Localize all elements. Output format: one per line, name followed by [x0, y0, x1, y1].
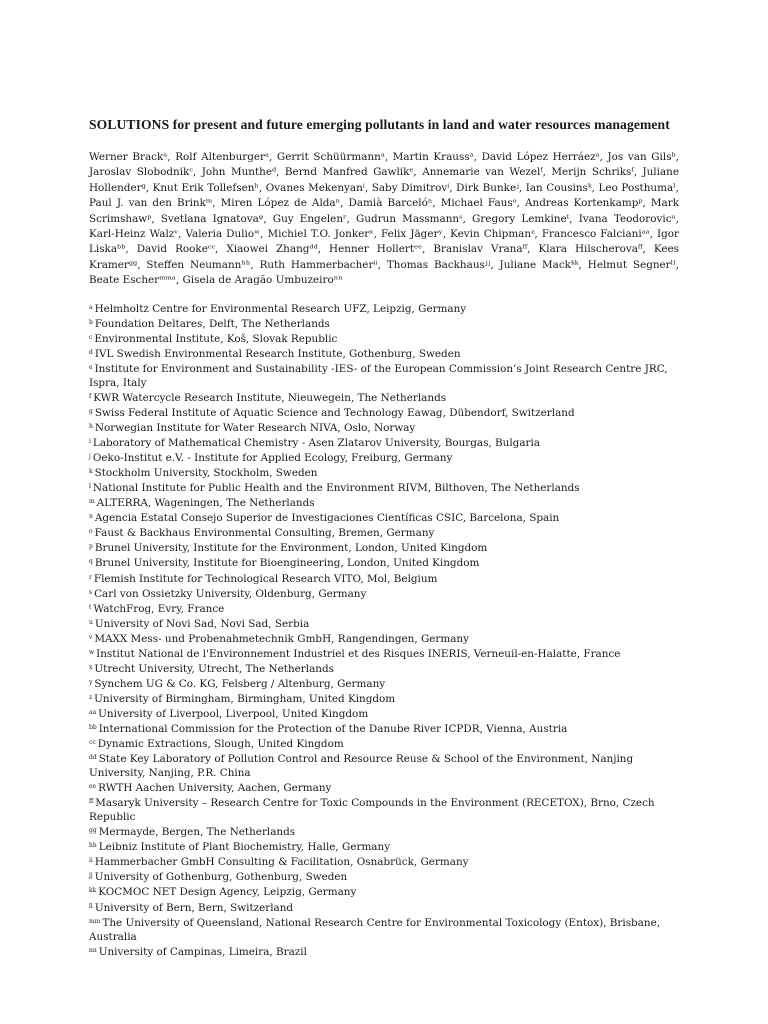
affiliation-marker: v [89, 633, 93, 641]
affiliation-text: Oeko-Institut e.V. - Institute for Applied Ecology, Freiburg, Germany [92, 452, 453, 465]
affiliation-item [89, 465, 679, 480]
affiliation-text: Masaryk University – Research Centre for Toxic Compounds in the Environment (RECETOX), Brno, Czech Republic [89, 797, 655, 824]
affiliation-text: University of Bern, Bern, Switzerland [94, 901, 294, 914]
affiliation-text: Carl von Ossietzky University, Oldenburg, Germany [94, 587, 367, 600]
affiliation-item [89, 510, 679, 525]
affiliation-text: ALTERRA, Wageningen, The Netherlands [96, 497, 315, 510]
affiliation-marker: gg [89, 827, 97, 835]
affiliation-item [89, 346, 679, 361]
affiliation-marker: hh [89, 842, 97, 850]
affiliation-text: Leibniz Institute of Plant Biochemistry, Halle, Germany [98, 841, 391, 854]
affiliation-item [89, 780, 679, 795]
affiliation-marker: w [89, 648, 95, 656]
affiliation-item [89, 854, 679, 869]
affiliation-item [89, 884, 679, 899]
document-page [89, 116, 679, 959]
affiliation-marker: s [89, 588, 93, 596]
affiliation-item [89, 405, 679, 420]
affiliation-marker: dd [89, 754, 97, 762]
affiliation-list [89, 301, 679, 959]
affiliation-item [89, 586, 679, 601]
affiliation-text: Faust & Backhaus Environmental Consulting, Bremen, Germany [94, 527, 435, 540]
affiliation-text: Dynamic Extractions, Slough, United Kingdom [97, 738, 344, 751]
affiliation-text: Helmholtz Centre for Environmental Research UFZ, Leipzig, Germany [94, 302, 467, 315]
affiliation-marker: mm [89, 917, 101, 925]
affiliation-marker: i [89, 438, 91, 446]
affiliation-item [89, 795, 679, 824]
affiliation-marker: c [89, 333, 93, 341]
affiliation-marker: cc [89, 739, 96, 747]
affiliation-text: Laboratory of Mathematical Chemistry - Asen Zlatarov University, Bourgas, Bulgaria [92, 437, 541, 450]
affiliation-text: Foundation Deltares, Delft, The Netherlands [94, 317, 330, 330]
affiliation-item [89, 571, 679, 586]
affiliation-item [89, 631, 679, 646]
affiliation-item [89, 495, 679, 510]
affiliation-text: National Institute for Public Health and the Environment RIVM, Bilthoven, The Netherlands [92, 482, 580, 495]
affiliation-text: MAXX Mess- und Probenahmetechnik GmbH, Rangendingen, Germany [94, 632, 469, 645]
affiliation-marker: ee [89, 783, 97, 791]
affiliation-text: Institute for Environment and Sustainability -IES- of the European Commission’s Joint Research Centre JRC, Ispra, Italy [89, 362, 668, 389]
affiliation-marker: y [89, 678, 93, 686]
affiliation-text: Synchem UG & Co. KG, Felsberg / Altenburg, Germany [94, 677, 386, 690]
affiliation-item [89, 839, 679, 854]
affiliation-text: University of Campinas, Limeira, Brazil [98, 945, 307, 958]
affiliation-marker: l [89, 483, 91, 491]
affiliation-item [89, 824, 679, 839]
affiliation-marker: x [89, 663, 93, 671]
affiliation-item [89, 721, 679, 736]
affiliation-text: The University of Queensland, National Research Centre for Environmental Toxicology (Entox), Brisbane, Australia [89, 916, 661, 943]
affiliation-text: International Commission for the Protection of the Danube River ICPDR, Vienna, Austria [98, 722, 568, 735]
affiliation-item [89, 736, 679, 751]
affiliation-text: State Key Laboratory of Pollution Control and Resource Reuse & School of the Environment, Nanjing University, Nanjing, P.R. China [89, 753, 634, 780]
affiliation-marker: g [89, 407, 93, 415]
affiliation-item [89, 555, 679, 570]
affiliation-marker: aa [89, 708, 97, 716]
affiliation-item [89, 915, 679, 944]
affiliation-text: University of Novi Sad, Novi Sad, Serbia [94, 617, 310, 630]
affiliation-marker: d [89, 348, 93, 356]
affiliation-marker: u [89, 618, 93, 626]
affiliation-item [89, 480, 679, 495]
affiliation-item [89, 331, 679, 346]
affiliation-item [89, 751, 679, 780]
affiliation-marker: a [89, 303, 93, 311]
affiliation-marker: bb [89, 723, 97, 731]
affiliation-marker: f [89, 392, 92, 400]
affiliation-text: RWTH Aachen University, Aachen, Germany [98, 782, 332, 795]
affiliation-text: University of Birmingham, Birmingham, United Kingdom [94, 692, 396, 705]
affiliation-marker: n [89, 513, 93, 521]
affiliation-text: Environmental Institute, Koš, Slovak Republic [94, 332, 338, 345]
affiliation-marker: q [89, 558, 93, 566]
affiliation-item [89, 390, 679, 405]
affiliation-marker: ii [89, 857, 93, 865]
affiliation-text: Utrecht University, Utrecht, The Netherlands [94, 662, 334, 675]
affiliation-item [89, 944, 679, 959]
affiliation-item [89, 601, 679, 616]
affiliation-marker: k [89, 468, 93, 476]
affiliation-marker: jj [89, 872, 93, 880]
affiliation-item [89, 706, 679, 721]
affiliation-text: Flemish Institute for Technological Research VITO, Mol, Belgium [93, 572, 438, 585]
affiliation-text: IVL Swedish Environmental Research Institute, Gothenburg, Sweden [94, 347, 461, 360]
affiliation-marker: r [89, 573, 92, 581]
affiliation-item [89, 676, 679, 691]
affiliation-item [89, 316, 679, 331]
affiliation-marker: kk [89, 887, 97, 895]
affiliation-text: Stockholm University, Stockholm, Sweden [94, 467, 318, 480]
affiliation-item [89, 900, 679, 915]
affiliation-item [89, 540, 679, 555]
affiliation-item [89, 869, 679, 884]
affiliation-item [89, 450, 679, 465]
affiliation-text: KOCMOC NET Design Agency, Leipzig, Germany [98, 886, 357, 899]
affiliation-text: Norwegian Institute for Water Research NIVA, Oslo, Norway [94, 422, 416, 435]
paper-title: SOLUTIONS for present and future emerging pollutants in land and water resources management [89, 117, 670, 132]
affiliation-text: Swiss Federal Institute of Aquatic Science and Technology Eawag, Dübendorf, Switzerland [94, 406, 575, 419]
affiliation-text: University of Liverpool, Liverpool, United Kingdom [98, 707, 369, 720]
affiliation-marker: h [89, 423, 93, 431]
affiliation-marker: nn [89, 946, 97, 954]
affiliation-item [89, 420, 679, 435]
affiliation-text: Mermayde, Bergen, The Netherlands [98, 826, 296, 839]
affiliation-text: Hammerbacher GmbH Consulting & Facilitation, Osnabrück, Germany [94, 856, 469, 869]
affiliation-marker: t [89, 603, 92, 611]
affiliation-item [89, 361, 679, 390]
affiliation-marker: ll [89, 902, 93, 910]
author-list: Werner Brackᵃ, Rolf Altenburgerᵃ, Gerrit Schüürmannᵃ, Martin Kraussᵃ, David López Herráezᵃ, Jos van Gilsᵇ, Jaroslav Slobodnikᶜ, John Muntheᵈ, Bernd Manfred Gawlikᵉ, Annemarie van Wezelᶠ, Merijn Schriksᶠ, Juliane Hollenderᵍ, Knut Erik Tollefsenʰ, Ovanes Mekenyanⁱ, Saby Dimitrovⁱ, Dirk Bunkeʲ, Ian Cousinsᵏ, Leo Posthumaˡ, Paul J. van den Brinkᵐ, Miren López de Aldaⁿ, Damià Barcelóⁿ, Michael Fausᵒ, Andreas Kortenkampᵖ, Mark Scrimshawᵖ, Svetlana Ignatovaᵠ, Guy Engelenʳ, Gudrun Massmannˢ, Gregory Lemkineᵗ, Ivana Teodorovicᵘ, Karl-Heinz Walzᵛ, Valeria Dulioʷ, Michiel T.O. Jonkerˣ, Felix Jägerʸ, Kevin Chipmanᶻ, Francesco Falcianiᵃᵃ, Igor Liskaᵇᵇ, David Rookeᶜᶜ, Xiaowei Zhangᵈᵈ, Henner Hollertᵉᵉ, Branislav Vranaᶠᶠ, Klara Hilscherovaᶠᶠ, Kees Kramerᵍᵍ, Steffen Neumannʰʰ, Ruth Hammerbacherⁱⁱ, Thomas Backhausʲʲ, Juliane Mackᵏᵏ, Helmut Segnerˡˡ, Beate Escherᵐᵐᵃ, Gisela de Aragão Umbuzeiroⁿⁿ [89, 151, 679, 287]
affiliation-item [89, 525, 679, 540]
affiliation-marker: p [89, 543, 93, 551]
affiliation-item [89, 435, 679, 450]
affiliation-item [89, 301, 679, 316]
affiliation-text: Brunel University, Institute for the Environment, London, United Kingdom [94, 542, 488, 555]
affiliation-item [89, 691, 679, 706]
affiliation-text: Agencia Estatal Consejo Superior de Investigaciones Científicas CSIC, Barcelona, Spain [94, 512, 560, 525]
affiliation-marker: j [89, 453, 91, 461]
affiliation-text: WatchFrog, Evry, France [93, 602, 225, 615]
affiliation-item [89, 646, 679, 661]
affiliation-marker: b [89, 318, 93, 326]
affiliation-item [89, 661, 679, 676]
affiliation-text: Brunel University, Institute for Bioengineering, London, United Kingdom [94, 557, 480, 570]
affiliation-marker: m [89, 498, 95, 506]
affiliation-marker: z [89, 693, 93, 701]
affiliation-marker: e [89, 363, 93, 371]
affiliation-text: KWR Watercycle Research Institute, Nieuwegein, The Netherlands [93, 391, 447, 404]
affiliation-text: Institut National de l'Environnement Industriel et des Risques INERIS, Verneuil-en-Halatte, France [96, 647, 621, 660]
affiliation-marker: o [89, 528, 93, 536]
affiliation-item [89, 616, 679, 631]
affiliation-text: University of Gothenburg, Gothenburg, Sweden [94, 871, 348, 884]
affiliation-marker: ff [89, 798, 94, 806]
